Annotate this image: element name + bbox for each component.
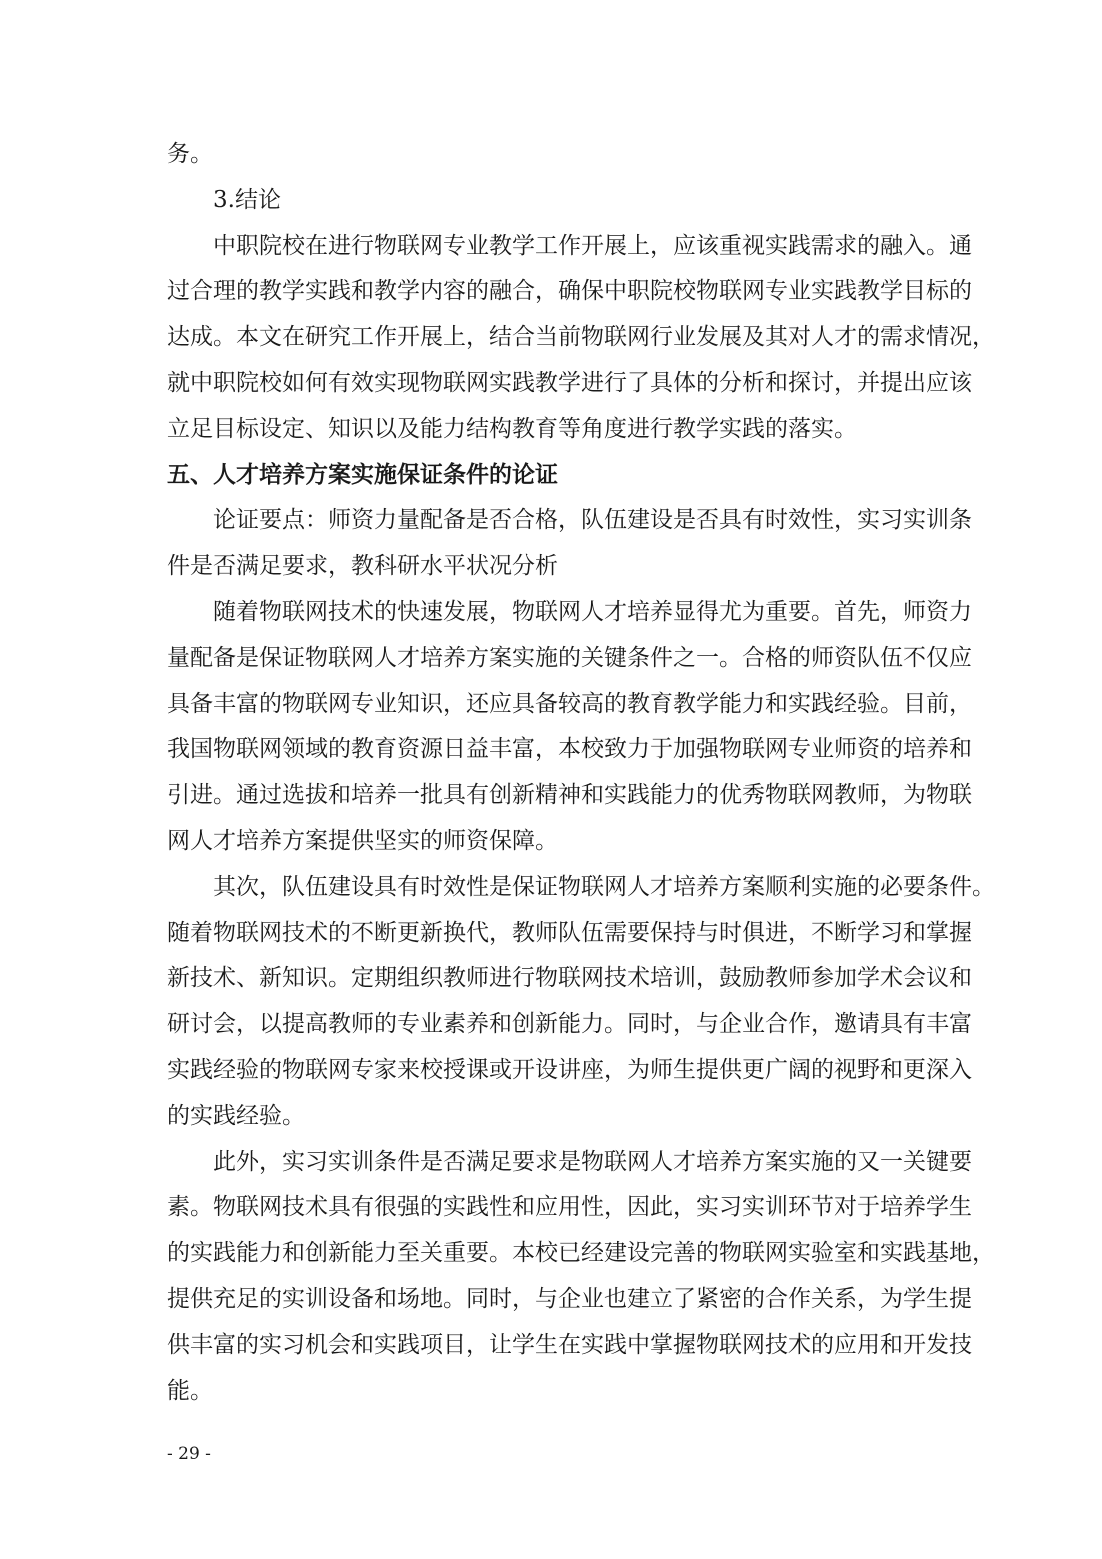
text-line: 随着物联网技术的快速发展，物联网人才培养显得尤为重要。首先，师资力 xyxy=(213,598,972,625)
text-line: 网人才培养方案提供坚实的师资保障。 xyxy=(167,827,558,854)
text-line: 新技术、新知识。定期组织教师进行物联网技术培训，鼓励教师参加学术会议和 xyxy=(167,965,972,992)
text-line: 引进。通过选拔和培养一批具有创新精神和实践能力的优秀物联网教师，为物联 xyxy=(167,782,972,809)
text-line: 研讨会，以提高教师的专业素养和创新能力。同时，与企业合作，邀请具有丰富 xyxy=(167,1011,972,1038)
text-line: 3.结论 xyxy=(213,186,281,213)
text-line: 的实践能力和创新能力至关重要。本校已经建设完善的物联网实验室和实践基地， xyxy=(167,1240,995,1267)
section-heading: 五、人才培养方案实施保证条件的论证 xyxy=(167,461,558,488)
text-line: 其次，队伍建设具有时效性是保证物联网人才培养方案顺利实施的必要条件。 xyxy=(213,873,995,900)
text-line: 中职院校在进行物联网专业教学工作开展上，应该重视实践需求的融入。通 xyxy=(213,232,972,259)
text-line: 过合理的教学实践和教学内容的融合，确保中职院校物联网专业实践教学目标的 xyxy=(167,278,972,305)
text-line: 素。物联网技术具有很强的实践性和应用性，因此，实习实训环节对于培养学生 xyxy=(167,1194,972,1221)
text-line: 达成。本文在研究工作开展上，结合当前物联网行业发展及其对人才的需求情况， xyxy=(167,324,995,351)
text-line: 量配备是保证物联网人才培养方案实施的关键条件之一。合格的师资队伍不仅应 xyxy=(167,644,972,671)
text-line: 我国物联网领域的教育资源日益丰富，本校致力于加强物联网专业师资的培养和 xyxy=(167,736,972,763)
text-line: 供丰富的实习机会和实践项目，让学生在实践中掌握物联网技术的应用和开发技 xyxy=(167,1331,972,1358)
text-line: 就中职院校如何有效实现物联网实践教学进行了具体的分析和探讨，并提出应该 xyxy=(167,369,972,396)
page-number: - 29 - xyxy=(167,1444,211,1464)
text-line: 具备丰富的物联网专业知识，还应具备较高的教育教学能力和实践经验。目前， xyxy=(167,690,972,717)
text-line: 的实践经验。 xyxy=(167,1102,305,1129)
text-line: 立足目标设定、知识以及能力结构教育等角度进行教学实践的落实。 xyxy=(167,415,857,442)
text-line: 论证要点：师资力量配备是否合格，队伍建设是否具有时效性，实习实训条 xyxy=(213,507,972,534)
text-line: 随着物联网技术的不断更新换代，教师队伍需要保持与时俱进，不断学习和掌握 xyxy=(167,919,972,946)
text-line: 实践经验的物联网专家来校授课或开设讲座，为师生提供更广阔的视野和更深入 xyxy=(167,1056,972,1083)
text-line: 能。 xyxy=(167,1377,213,1404)
text-line: 此外，实习实训条件是否满足要求是物联网人才培养方案实施的又一关键要 xyxy=(213,1148,972,1175)
text-line: 提供充足的实训设备和场地。同时，与企业也建立了紧密的合作关系，为学生提 xyxy=(167,1285,972,1312)
document-body xyxy=(167,132,995,1414)
text-line: 件是否满足要求，教科研水平状况分析 xyxy=(167,553,558,580)
text-line: 务。 xyxy=(167,141,213,167)
